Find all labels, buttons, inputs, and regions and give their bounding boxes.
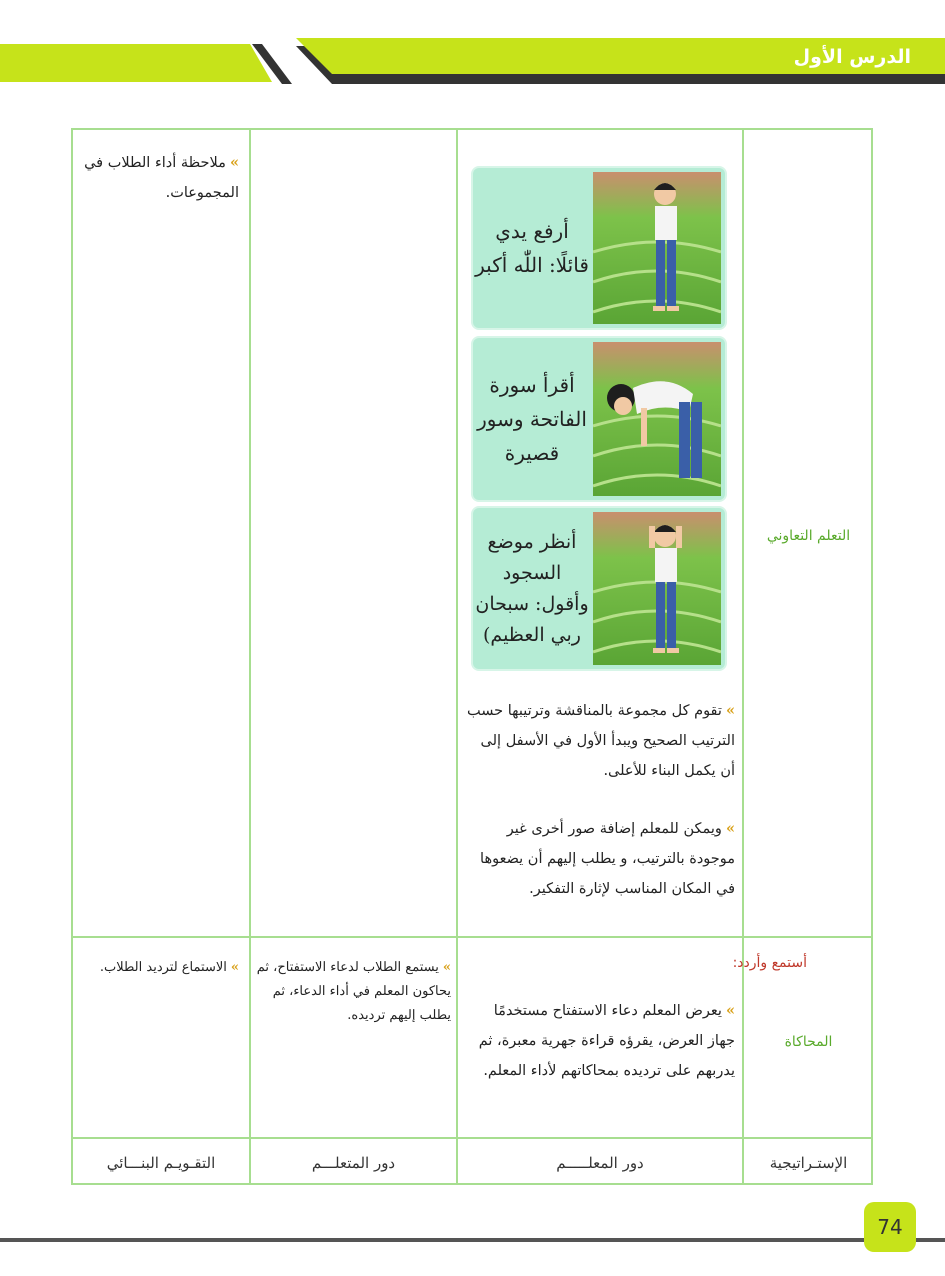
teacher-point-1: »تقوم كل مجموعة بالمناقشة وترتيبها حسب الترتيب الصحيح ويبدأ الأول في الأسفل إلى أن يكمل البناء للأعلى. [466, 702, 735, 779]
boy-bowing-image [593, 342, 721, 496]
strategy-cooperative-learning: التعلم التعاوني [766, 528, 851, 544]
row-divider [73, 1137, 871, 1139]
bullet-icon: » [442, 960, 451, 975]
strategy-simulation: المحاكاة [784, 1034, 833, 1050]
header-strategy: الإستـراتيجية [769, 1154, 848, 1172]
bullet-icon: » [230, 960, 239, 975]
header-teacher-role: دور المعلـــــم [556, 1154, 644, 1172]
bullet-icon: » [725, 820, 735, 837]
column-divider [742, 130, 744, 1183]
teacher-point-row2: »يعرض المعلم دعاء الاستفتاح مستخدمًا جهاز العرض، يقرؤه قراءة جهرية معبرة، ثم يدربهم على ترديده بمحاكاتهم لأداء المعلم. [478, 1002, 735, 1079]
card-text: أنظر موضع السجود وأقول: سبحان ربي العظيم) [475, 530, 589, 646]
lesson-title: الدرس الأول [793, 46, 911, 68]
header-assessment: التقـويـم البنـــائي [106, 1154, 216, 1172]
header-left-bar [0, 44, 272, 82]
lesson-plan-table [71, 128, 873, 1185]
bullet-icon: » [725, 702, 735, 719]
row-divider [73, 936, 871, 938]
header-student-role: دور المتعلـــم [311, 1154, 396, 1172]
card-text: أقرأ سورة الفاتحة وسور قصيرة [477, 373, 587, 465]
teacher-point-2: »ويمكن للمعلم إضافة صور أخرى غير موجودة بالترتيب، و يطلب إليهم أن يضعوها في المكان المناسب لإثارة التفكير. [480, 820, 735, 897]
column-divider [456, 130, 458, 1183]
prayer-card-2 [473, 338, 725, 500]
page-number: 74 [864, 1202, 916, 1252]
bullet-icon: » [229, 154, 239, 171]
column-divider [249, 130, 251, 1183]
student-role-row2: »يستمع الطلاب لدعاء الاستفتاح، ثم يحاكون المعلم في أداء الدعاء، ثم يطلب إليهم ترديده. [256, 960, 451, 1023]
prayer-card-1 [473, 168, 725, 328]
assessment-row2: »الاستماع لترديد الطلاب. [99, 960, 239, 975]
boy-standing-image [593, 172, 721, 324]
card-text: أرفع يدي قائلًا: اللّٰه أكبر [475, 219, 589, 277]
footer-line [0, 1238, 945, 1242]
assessment-row1: »ملاحظة أداء الطلاب في المجموعات. [84, 154, 239, 201]
bullet-icon: » [725, 1002, 735, 1019]
boy-raising-hands-image [593, 512, 721, 665]
prayer-card-3 [473, 508, 725, 669]
listen-repeat-heading: أستمع وأردد: [732, 955, 807, 971]
